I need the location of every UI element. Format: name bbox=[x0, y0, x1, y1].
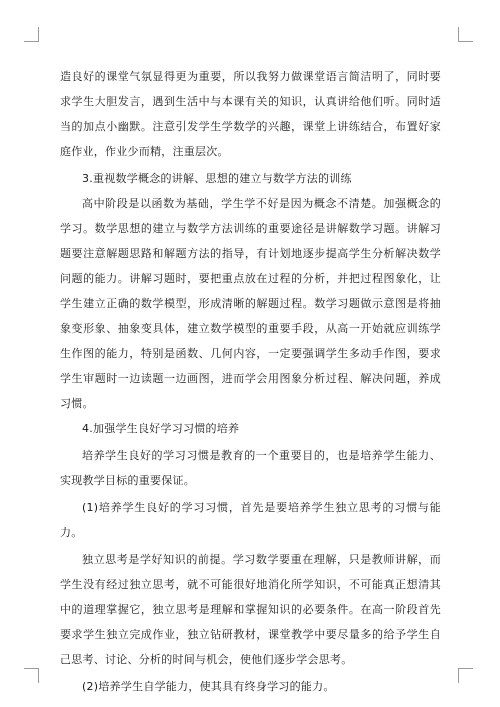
crop-mark-bottom-left bbox=[24, 668, 39, 683]
subsection-item-2: (2)培养学生自学能力，使其具有终身学习的能力。 bbox=[82, 680, 335, 693]
crop-mark-bottom-right bbox=[458, 668, 473, 683]
crop-mark-top-left bbox=[24, 27, 39, 42]
body-paragraph-continued: 造良好的课堂气氛显得更为重要，所以我努力做课堂语言简洁明了，同时要求学生大胆发言，遇到生活中与本课有关的知识，认真讲给他们听。同时适当的加点小幽默。注意引发学生学数学的兴趣，课堂上讲练结合，布置好家庭作业，作业少而精，注重层次。 bbox=[60, 70, 441, 158]
body-paragraph-habits-intro: 培养学生良好的学习习惯是教育的一个重要目的，也是培养学生能力、实现教学目标的重要保证。 bbox=[60, 449, 441, 487]
crop-mark-top-right bbox=[458, 27, 473, 42]
document-body bbox=[60, 64, 441, 699]
body-paragraph-concepts: 高中阶段是以函数为基础，学生学不好是因为概念不清楚。加强概念的学习。数学思想的建立与数学方法训练的重要途径是讲解数学习题。讲解习题要注意解题思路和解题方法的指导，有计划地逐步提高学生分析解决数学问题的能力。讲解习题时，要把重点放在过程的分析，并把过程图象化，让学生建立正确的数学模型，形成清晰的解题过程。数学习题做示意图是将抽象变形象、抽象变具体，建立数学模型的重要手段，从高一开始就应训练学生作图的能力，特别是函数、几何内容，一定要强调学生多动手作图，要求学生审题时一边读题一边画图，进而学会用图象分析过程、解决问题，养成习惯。 bbox=[60, 197, 441, 410]
section-heading-3: 3.重视数学概念的讲解、思想的建立与数学方法的训练 bbox=[82, 172, 352, 185]
body-paragraph-independent-thinking: 独立思考是学好知识的前提。学习数学要重在理解，只是教师讲解，而学生没有经过独立思考，就不可能很好地消化所学知识，不可能真正想清其中的道理掌握它，独立思考是理解和掌握知识的必要条件。在高一阶段首先要求学生独立完成作业，独立钻研教材，课堂教学中要尽量多的给予学生自己思考、讨论、分析的时间与机会，使他们逐步学会思考。 bbox=[60, 553, 441, 666]
subsection-item-1: (1)培养学生良好的学习习惯，首先是要培养学生独立思考的习惯与能力。 bbox=[60, 501, 441, 539]
section-heading-4: 4.加强学生良好学习习惯的培养 bbox=[82, 422, 240, 435]
